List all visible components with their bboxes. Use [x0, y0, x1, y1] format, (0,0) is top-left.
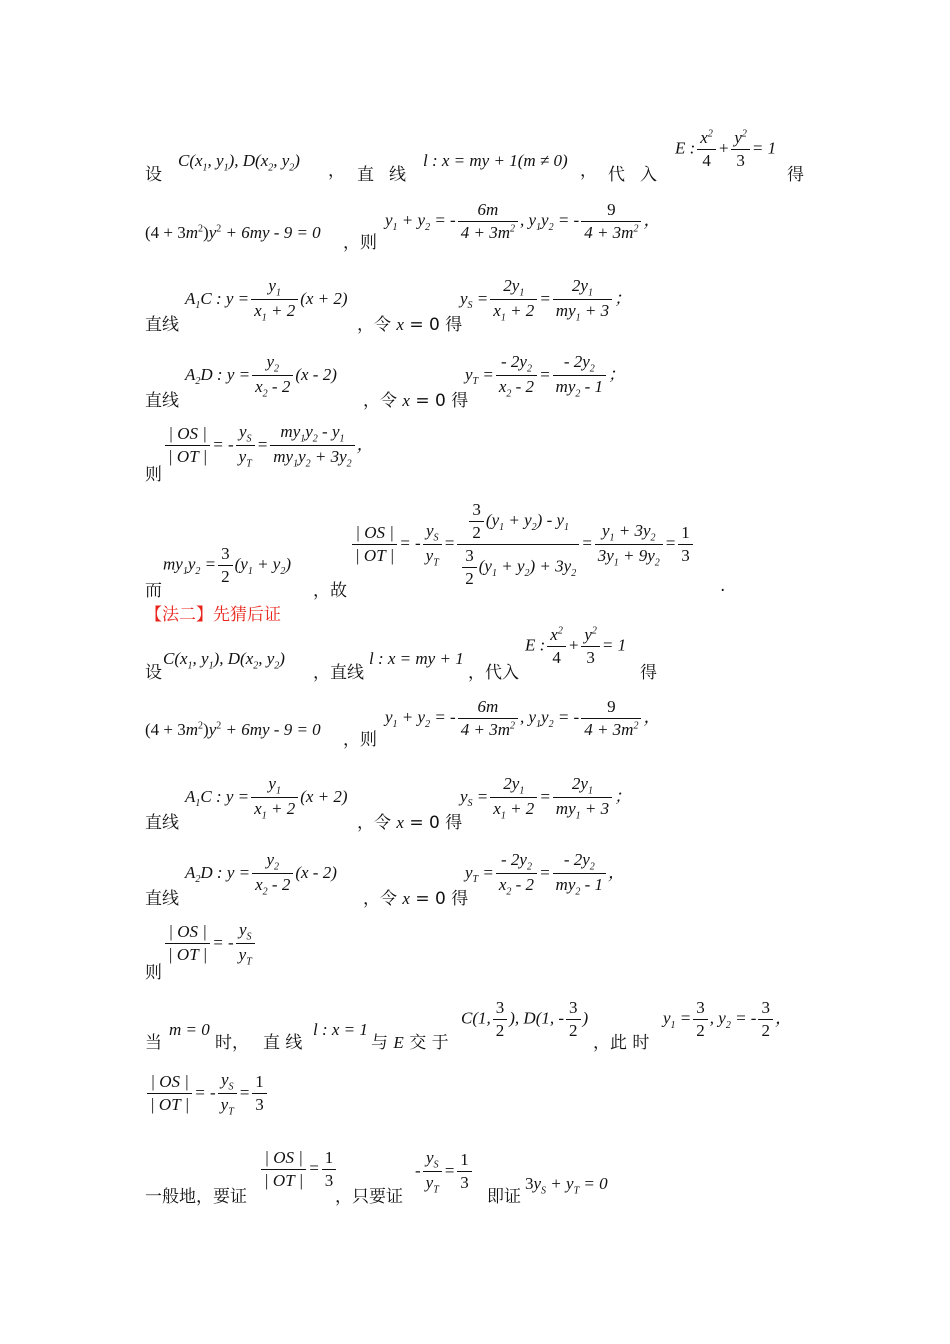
text-she: 设: [145, 165, 162, 185]
math-CD-def: $C(x_1$, $y_1$), $D(x_2$, $y_2$): [178, 151, 300, 174]
math-quadratic-2: $(4 + 3m^2)y^2 + 6my - 9 = 0$: [145, 720, 321, 739]
text-ling: ，令 x = 0 得: [357, 315, 463, 335]
text-ze: ，则: [343, 233, 377, 253]
math-yS: $y_S$ = $\frac{2y_1}{x_1 + 2}$ = $\frac{2y_1}{my_1 + 3}$ ；: [460, 276, 632, 324]
math-A2D: $A_2D$ : y = $\frac{y_2}{x_2 - 2}$ (x - 2): [185, 352, 337, 400]
text-er: 而: [145, 581, 162, 601]
text-yiban: 一般地，要证: [145, 1187, 247, 1207]
text-dang: 当: [145, 1033, 162, 1053]
math-A1C-2: $A_1C$ : y = $\frac{y_1}{x_1 + 2}$ (x + 2): [185, 774, 348, 822]
text-dai: 代: [608, 165, 625, 185]
math-identity: $my_1y_2$ = $\frac{3}{2}$ $(y_1 + y_2)$: [163, 544, 292, 586]
math-ratio-value: $\frac{| OS |}{| OT |}$ = - $\frac{y_S}{y_T}$ = $\frac{1}{3}$: [145, 1070, 269, 1118]
text-comma-2: ，: [580, 161, 597, 181]
math-goal-1: $\frac{| OS |}{| OT |}$ = $\frac{1}{3}$: [259, 1148, 338, 1191]
text-jizheng: 即证: [487, 1187, 521, 1207]
math-ratio-final: $\frac{| OS |}{| OT |}$ = - $\frac{y_S}{y_T}$ = $\frac{3}{2}$ $(y_1 + y_2) - y_1$ $\frac{3}{2}$ $(y_1 + y_2) + 3y_2$ = $\frac{y_1 + 3y_2}{3y_1 + 9y_2}$ = $\frac{1}{3}$: [350, 500, 695, 589]
text-ling-4: ，令 x = 0 得: [363, 889, 469, 909]
math-m0: m = 0: [169, 1020, 210, 1039]
math-yS-2: $y_S$ = $\frac{2y_1}{x_1 + 2}$ = $\frac{2y_1}{my_1 + 3}$ ；: [460, 774, 632, 822]
text-ze-4: 则: [145, 963, 162, 983]
text-comma: ，: [328, 161, 345, 181]
text-she-2: 设: [145, 663, 162, 683]
text-zhixian-6: 直 线: [263, 1033, 303, 1053]
text-de: 得: [787, 165, 804, 185]
text-de-2: 得: [640, 663, 657, 683]
math-yT-2: $y_T$ = $\frac{- 2y_2}{x_2 - 2}$ = $\frac{- 2y_2}{my_2 - 1}$ ，: [465, 850, 626, 898]
math-goal-2: - $\frac{y_S}{y_T}$ = $\frac{1}{3}$: [415, 1148, 474, 1196]
method2-heading: 【法二】先猜后证: [145, 605, 281, 625]
text-gu: ，故: [313, 581, 347, 601]
math-A1C: $A_1C$ : y = $\frac{y_1}{x_1 + 2}$ (x + 2): [185, 276, 348, 324]
math-CD-points: C(1, $\frac{3}{2}$ ), D(1, - $\frac{3}{2}$ ): [461, 998, 589, 1040]
math-quadratic: $(4 + 3m^2)y^2 + 6my - 9 = 0$: [145, 223, 321, 242]
text-cishi: ，此 时: [593, 1033, 650, 1053]
math-line-l-2: l : x = my + 1: [369, 649, 464, 668]
text-ze-3: ，则: [343, 730, 377, 750]
math-l-x1: l : x = 1: [313, 1020, 368, 1039]
math-ratio-1: $\frac{| OS |}{| OT |}$ = - $\frac{y_S}{y_T}$ = $\frac{my_1y_2 - y_1}{my_1y_2 + 3y_2}$ ，: [163, 422, 374, 470]
math-line-l: l : x = my + 1(m ≠ 0): [423, 151, 568, 170]
text-zhi: 直: [357, 165, 374, 185]
text-zhiyaozheng: ，只要证: [335, 1187, 403, 1207]
text-zhixian-3: ，直线: [313, 663, 364, 683]
text-ling-3: ，令 x = 0 得: [357, 813, 463, 833]
text-ze-2: 则: [145, 465, 162, 485]
math-vieta-2: $y_1 + y_2$ = - $\frac{6m}{4 + 3m^2}$ , $y_1y_2$ = - $\frac{9}{4 + 3m^2}$ ，: [385, 697, 661, 739]
math-A2D-2: $A_2D$ : y = $\frac{y_2}{x_2 - 2}$ (x - 2): [185, 850, 337, 898]
math-vieta: $y_1 + y_2$ = - $\frac{6m}{4 + 3m^2}$ , $y_1y_2$ = - $\frac{9}{4 + 3m^2}$ ，: [385, 200, 661, 242]
text-yu: 与 E 交 于: [371, 1033, 449, 1053]
text-period: .: [720, 576, 726, 596]
text-zhixian-5: 直线: [145, 889, 179, 909]
text-zhixian-4: 直线: [145, 813, 179, 833]
text-ru: 入: [640, 165, 657, 185]
math-y-values: $y_1$ = $\frac{3}{2}$ , $y_2$ = - $\frac{3}{2}$ ，: [663, 998, 792, 1040]
math-ellipse-E: E : $\frac{x^2}{4}$ + $\frac{y^2}{3}$ = 1: [675, 128, 777, 170]
text-shi: 时，: [215, 1033, 249, 1053]
text-xian: 线: [389, 165, 406, 185]
text-zhixian-2: 直线: [145, 391, 179, 411]
text-dairu: ，代入: [468, 663, 519, 683]
math-CD-def-2: $C(x_1$, $y_1$), $D(x_2$, $y_2$): [163, 649, 285, 672]
math-ratio-2: $\frac{| OS |}{| OT |}$ = - $\frac{y_S}{y_T}$: [163, 920, 257, 968]
text-ling-2: ，令 x = 0 得: [363, 391, 469, 411]
math-yT: $y_T$ = $\frac{- 2y_2}{x_2 - 2}$ = $\frac{- 2y_2}{my_2 - 1}$ ；: [465, 352, 626, 400]
math-goal-3: $3y_S + y_T = 0$: [525, 1174, 608, 1197]
text-zhixian: 直线: [145, 315, 179, 335]
math-ellipse-E-2: E : $\frac{x^2}{4}$ + $\frac{y^2}{3}$ = 1: [525, 625, 627, 667]
